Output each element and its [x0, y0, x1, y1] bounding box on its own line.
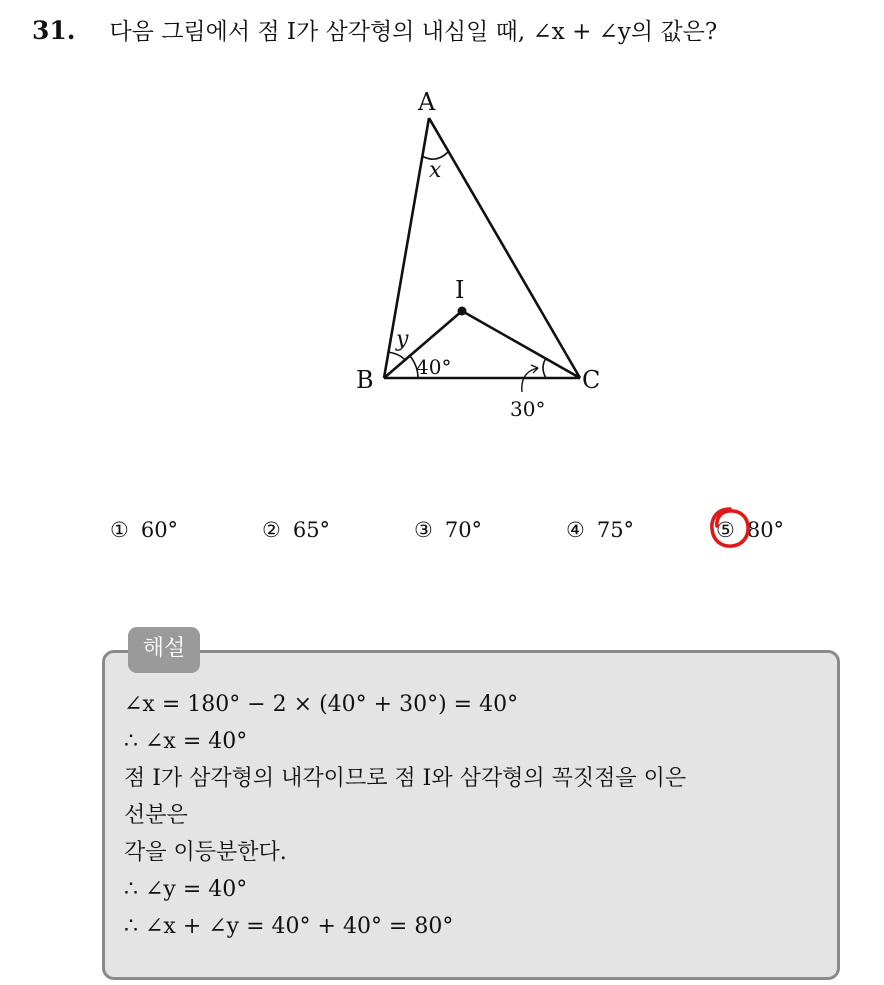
answer-choices: [110, 512, 830, 552]
triangle-diagram: [350, 80, 630, 430]
answer-circle-mark-icon: [708, 505, 752, 551]
choice-number: ③: [414, 518, 433, 542]
choice-number: ②: [262, 518, 281, 542]
label-i: I: [455, 276, 465, 304]
choice-text: 80°: [746, 518, 785, 542]
choice-4[interactable]: [566, 512, 634, 548]
segment-ci: [462, 311, 580, 378]
label-a: A: [418, 88, 436, 116]
solution-line: ∠x = 180° − 2 × (40° + 30°) = 40°: [124, 692, 519, 717]
choice-5[interactable]: [716, 512, 784, 548]
solution-line: ∴ ∠x = 40°: [124, 729, 248, 754]
solution-line: 점 I가 삼각형의 내각이므로 점 I와 삼각형의 꼭짓점을 이은: [124, 766, 687, 791]
choice-number: ⑤: [716, 512, 735, 548]
side-ac: [429, 118, 580, 378]
choice-3[interactable]: [414, 512, 482, 548]
solution-tab: 해설: [128, 627, 200, 673]
triangle-figure: [350, 80, 630, 430]
incenter-point: [458, 307, 467, 316]
choice-number: ①: [110, 518, 129, 542]
solution-line: ∴ ∠y = 40°: [124, 877, 248, 902]
angle-y-arc: [388, 352, 405, 360]
choice-text: 60°: [140, 518, 179, 542]
question-header: [32, 14, 717, 49]
label-y: y: [396, 327, 409, 352]
label-angle-b: 40°: [416, 355, 452, 379]
solution-text: [124, 686, 834, 945]
solution-line: 선분은: [124, 803, 188, 828]
solution-line: 각을 이등분한다.: [124, 840, 287, 865]
label-b: B: [356, 366, 374, 394]
label-angle-c: 30°: [510, 397, 546, 421]
choice-text: 65°: [292, 518, 331, 542]
choice-2[interactable]: [262, 512, 330, 548]
label-c: C: [582, 366, 601, 394]
choice-number: ④: [566, 518, 585, 542]
solution-line: ∴ ∠x + ∠y = 40° + 40° = 80°: [124, 914, 454, 939]
question-number: 31.: [32, 16, 76, 45]
choice-1[interactable]: [110, 512, 178, 548]
question-text: 다음 그림에서 점 I가 삼각형의 내심일 때, ∠x + ∠y의 값은?: [109, 19, 718, 45]
label-x: x: [429, 158, 442, 183]
choice-text: 70°: [444, 518, 483, 542]
choice-text: 75°: [596, 518, 635, 542]
angle-c-pointer: [522, 368, 538, 392]
angle-c-arc: [543, 358, 546, 378]
